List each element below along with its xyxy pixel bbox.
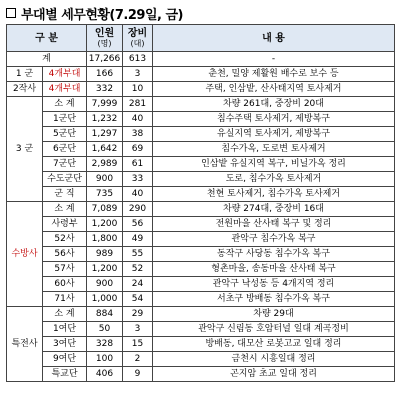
sub-unit-cell: 56사 <box>43 247 87 262</box>
sub-unit-cell: 71사 <box>43 292 87 307</box>
personnel-cell: 1,642 <box>87 142 123 157</box>
content-cell: 침수주택 토사제거, 제방복구 <box>153 112 395 127</box>
personnel-cell: 1,232 <box>87 112 123 127</box>
equipment-cell: 281 <box>123 97 153 112</box>
sub-unit-cell: 사령부 <box>43 217 87 232</box>
personnel-cell: 989 <box>87 247 123 262</box>
personnel-cell: 332 <box>87 82 123 97</box>
table-row <box>7 52 395 67</box>
table-row <box>7 67 395 82</box>
unit-cell: 계 <box>7 52 87 67</box>
sub-unit-cell: 1군단 <box>43 112 87 127</box>
equipment-cell: 40 <box>123 112 153 127</box>
content-cell: 형촌마을, 송동마을 산사태 복구 <box>153 262 395 277</box>
equipment-cell: 3 <box>123 67 153 82</box>
header-gubun: 구 분 <box>7 25 87 52</box>
sub-unit-cell: 52사 <box>43 232 87 247</box>
sub-unit-cell: 소 계 <box>43 307 87 322</box>
table-row <box>7 247 395 262</box>
table-row <box>7 157 395 172</box>
content-cell: 차량 261대, 중장비 20대 <box>153 97 395 112</box>
table-row <box>7 292 395 307</box>
table-row <box>7 187 395 202</box>
content-cell: 침수가옥, 도로변 토사제거 <box>153 142 395 157</box>
equipment-cell: 40 <box>123 187 153 202</box>
sub-unit-cell: 소 계 <box>43 202 87 217</box>
content-cell: 관악구 침수가옥 복구 <box>153 232 395 247</box>
sub-unit-cell: 수도군단 <box>43 172 87 187</box>
personnel-cell: 1,000 <box>87 292 123 307</box>
equipment-cell: 52 <box>123 262 153 277</box>
page-title <box>6 4 183 22</box>
table-row <box>7 232 395 247</box>
content-cell: - <box>153 52 395 67</box>
table-row <box>7 352 395 367</box>
content-cell: 도로, 침수가옥 토사제거 <box>153 172 395 187</box>
table-row <box>7 307 395 322</box>
equipment-cell: 29 <box>123 307 153 322</box>
personnel-cell: 884 <box>87 307 123 322</box>
table-row <box>7 322 395 337</box>
header-personnel: 인원 (명) <box>87 25 123 52</box>
content-cell: 금천시 시흥일대 정리 <box>153 352 395 367</box>
square-bullet-icon <box>6 8 16 18</box>
personnel-cell: 50 <box>87 322 123 337</box>
table-row <box>7 97 395 112</box>
personnel-cell: 17,266 <box>87 52 123 67</box>
equipment-cell: 24 <box>123 277 153 292</box>
equipment-cell: 10 <box>123 82 153 97</box>
personnel-cell: 735 <box>87 187 123 202</box>
table-header-row <box>7 25 395 52</box>
content-cell: 주택, 인삼밭, 산사태지역 토사제거 <box>153 82 395 97</box>
equipment-cell: 56 <box>123 217 153 232</box>
content-cell: 인삼밭 유실지역 복구, 비닐가옥 정리 <box>153 157 395 172</box>
table-row <box>7 262 395 277</box>
header-content: 내 용 <box>153 25 395 52</box>
personnel-cell: 1,297 <box>87 127 123 142</box>
unit-cell: 2작사 <box>7 82 43 97</box>
equipment-cell: 2 <box>123 352 153 367</box>
content-cell: 전원마을 산사태 복구 및 정리 <box>153 217 395 232</box>
personnel-cell: 406 <box>87 367 123 382</box>
table-row <box>7 127 395 142</box>
equipment-cell: 61 <box>123 157 153 172</box>
equipment-cell: 55 <box>123 247 153 262</box>
table-row <box>7 172 395 187</box>
table-row <box>7 82 395 97</box>
sub-unit-cell: 4개부대 <box>43 67 87 82</box>
content-cell: 차량 274대, 중장비 16대 <box>153 202 395 217</box>
personnel-cell: 900 <box>87 277 123 292</box>
content-cell: 유실지역 토사제거, 제방복구 <box>153 127 395 142</box>
unit-cell: 수방사 <box>7 202 43 307</box>
personnel-cell: 166 <box>87 67 123 82</box>
sub-unit-cell: 3여단 <box>43 337 87 352</box>
sub-unit-cell: 특교단 <box>43 367 87 382</box>
table-row <box>7 112 395 127</box>
content-cell: 차량 29대 <box>153 307 395 322</box>
equipment-cell: 38 <box>123 127 153 142</box>
equipment-cell: 9 <box>123 367 153 382</box>
content-cell: 관악구 낙성동 등 4개지역 정리 <box>153 277 395 292</box>
table-row <box>7 217 395 232</box>
personnel-cell: 900 <box>87 172 123 187</box>
table-row <box>7 202 395 217</box>
personnel-cell: 1,200 <box>87 217 123 232</box>
personnel-cell: 7,089 <box>87 202 123 217</box>
content-cell: 곤지암 초교 일대 정리 <box>153 367 395 382</box>
equipment-cell: 3 <box>123 322 153 337</box>
equipment-cell: 15 <box>123 337 153 352</box>
sub-unit-cell: 5군단 <box>43 127 87 142</box>
sub-unit-cell: 7군단 <box>43 157 87 172</box>
content-cell: 동작구 사당동 침수가옥 복구 <box>153 247 395 262</box>
table-row <box>7 277 395 292</box>
equipment-cell: 49 <box>123 232 153 247</box>
sub-unit-cell: 60사 <box>43 277 87 292</box>
unit-cell: 특전사 <box>7 307 43 382</box>
content-cell: 방배동, 대모산 로봇고교 일대 정리 <box>153 337 395 352</box>
sub-unit-cell: 소 계 <box>43 97 87 112</box>
sub-unit-cell: 57사 <box>43 262 87 277</box>
sub-unit-cell: 군 직 <box>43 187 87 202</box>
equipment-cell: 33 <box>123 172 153 187</box>
personnel-cell: 100 <box>87 352 123 367</box>
personnel-cell: 1,800 <box>87 232 123 247</box>
unit-cell: 3 군 <box>7 97 43 202</box>
personnel-cell: 1,200 <box>87 262 123 277</box>
personnel-cell: 7,999 <box>87 97 123 112</box>
sub-unit-cell: 4개부대 <box>43 82 87 97</box>
sub-unit-cell: 1여단 <box>43 322 87 337</box>
sub-unit-cell: 9여단 <box>43 352 87 367</box>
personnel-cell: 328 <box>87 337 123 352</box>
equipment-cell: 290 <box>123 202 153 217</box>
equipment-cell: 54 <box>123 292 153 307</box>
content-cell: 천현 토사제거, 침수가옥 토사제거 <box>153 187 395 202</box>
content-cell: 춘천, 밀양 제활원 배수로 보수 등 <box>153 67 395 82</box>
content-cell: 관악구 신림동 호암터널 일대 계곡정비 <box>153 322 395 337</box>
table-row <box>7 337 395 352</box>
title-text: 부대별 세무현황(7.29일, 금) <box>21 7 183 23</box>
content-cell: 서초구 방배동 침수가옥 복구 <box>153 292 395 307</box>
header-equipment: 장비 (대) <box>123 25 153 52</box>
table-row <box>7 142 395 157</box>
status-table <box>6 24 395 382</box>
personnel-cell: 2,989 <box>87 157 123 172</box>
table-row <box>7 367 395 382</box>
sub-unit-cell: 6군단 <box>43 142 87 157</box>
equipment-cell: 69 <box>123 142 153 157</box>
unit-cell: 1 군 <box>7 67 43 82</box>
equipment-cell: 613 <box>123 52 153 67</box>
